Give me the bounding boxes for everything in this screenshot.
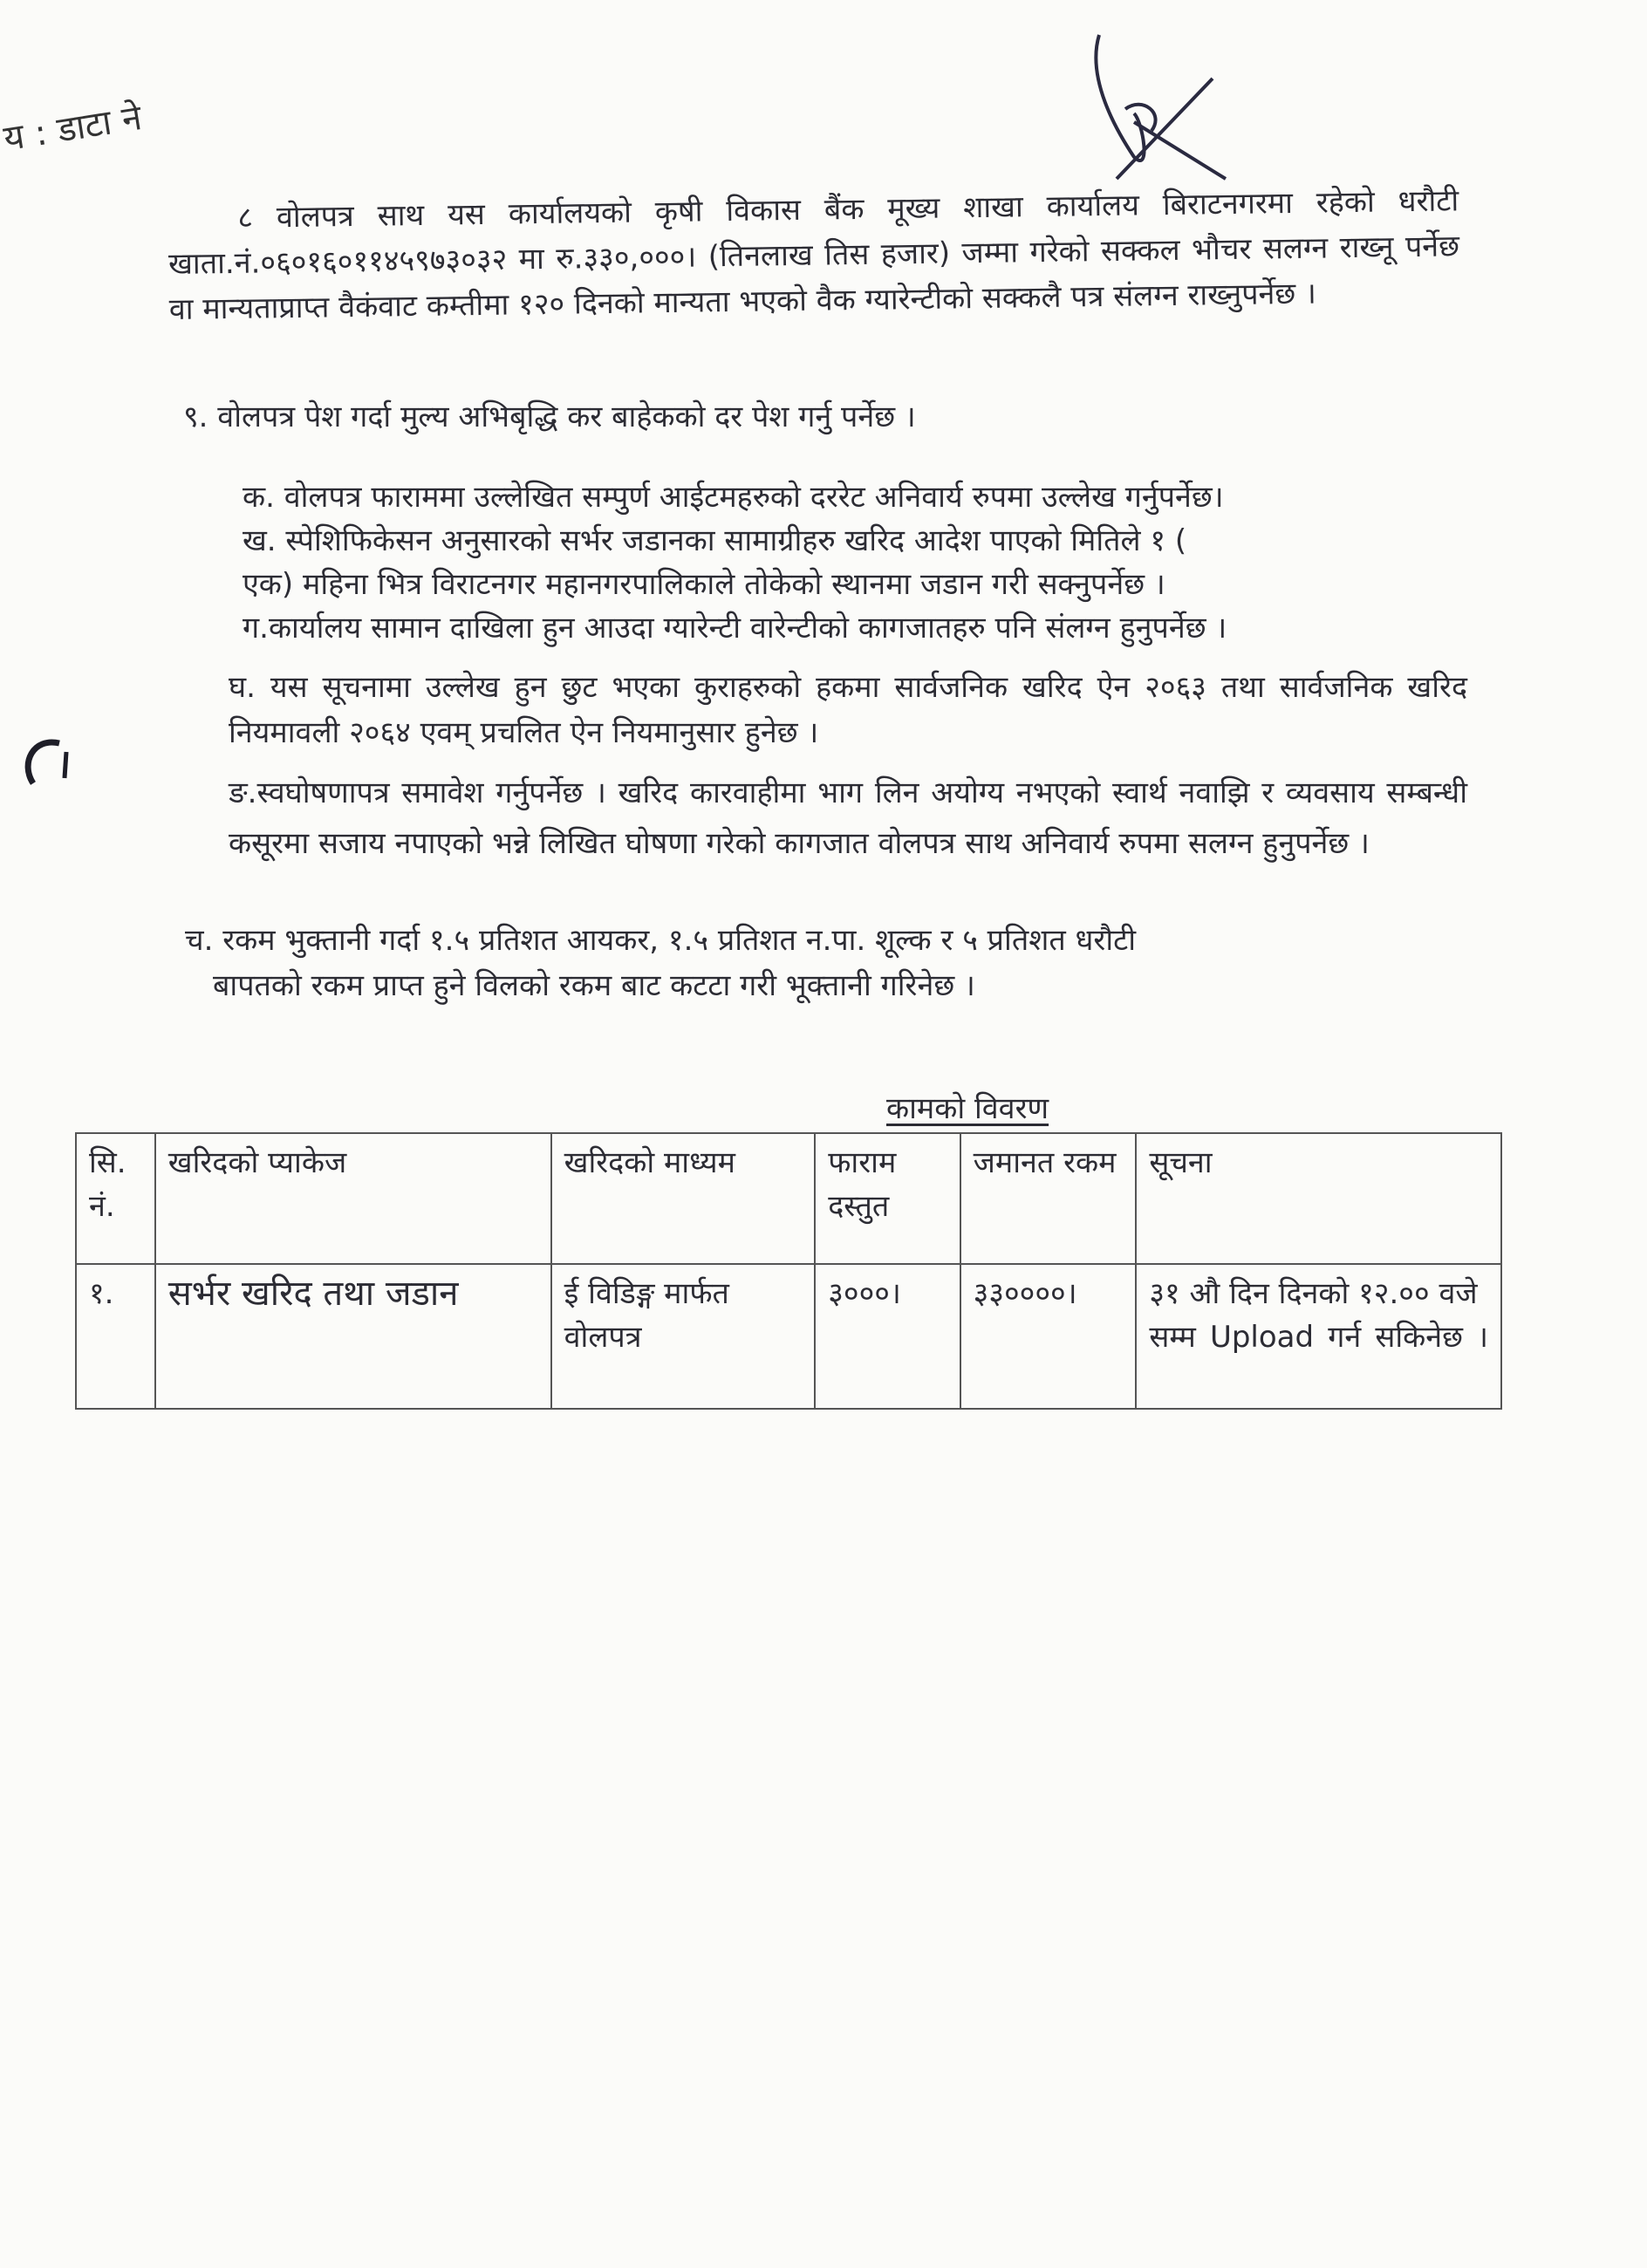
clause-gha: घ. यस सूचनामा उल्लेख हुन छुट भएका कुराहरुको हकमा सार्वजनिक खरिद ऐन २०६३ तथा सार्वजनिक खरिद नियमावली २०६४ एवम् प्रचलित ऐन नियमानुसार हुनेछ । [229, 670, 1467, 750]
cell-security-amount: ३३००००। [960, 1264, 1137, 1409]
header-method: खरिदको माध्यम [551, 1133, 816, 1264]
header-security-amount: जमानत रकम [960, 1133, 1137, 1264]
clause-ga: ग.कार्यालय सामान दाखिला हुन आउदा ग्यारेन्टी वारेन्टीको कागजातहरु पनि संलग्न हुनुपर्नेछ । [243, 611, 1227, 646]
cell-serial: १. [76, 1264, 155, 1409]
clause-ka: क. वोलपत्र फाराममा उल्लेखित सम्पुर्ण आईटमहरुको दररेट अनिवार्य रुपमा उल्लेख गर्नुपर्नेछ। [243, 480, 1224, 515]
header-notice: सूचना [1136, 1133, 1501, 1264]
work-details-table [75, 1132, 1502, 1410]
cell-form-fee: ३०००। [815, 1264, 960, 1409]
cell-package: सर्भर खरिद तथा जडान [155, 1264, 551, 1409]
clause-kha-continued: एक) महिना भित्र विराटनगर महानगरपालिकाले तोकेको स्थानमा जडान गरी सक्नुपर्नेछ । [243, 567, 1165, 602]
cell-notice: ३१ औ दिन दिनको १२.०० वजे सम्म Upload गर्न सकिनेछ । [1136, 1264, 1501, 1409]
clause-cha [185, 918, 1467, 1008]
table-title: कामको विवरण [886, 1091, 1049, 1126]
table-header-row [76, 1133, 1501, 1264]
clause-nga: ङ.स्वघोषणापत्र समावेश गर्नुपर्नेछ । खरिद कारवाहीमा भाग लिन अयोग्य नभएको स्वार्थ नवाझि र व्यवसाय सम्बन्धी कसूरमा सजाय नपाएको भन्ने लिखित घोषणा गरेको कागजात वोलपत्र साथ अनिवार्य रुपमा सलग्न हुनुपर्नेछ । [229, 775, 1467, 861]
header-package: खरिदको प्याकेज [155, 1133, 551, 1264]
handwritten-signature [1082, 26, 1239, 192]
table-row [76, 1264, 1501, 1409]
clause-ka-kha-ga [243, 475, 1464, 650]
clause-kha: ख. स्पेशिफिकेसन अनुसारको सर्भर जडानका सामाग्रीहरु खरिद आदेश पाएको मितिले १ ( [243, 523, 1187, 558]
clause-8: ८ वोलपत्र साथ यस कार्यालयको कृषी विकास बैंक मूख्य शाखा कार्यालय बिराटनगरमा रहेको धरौटी खाता.नं.०६०१६०११४५९७३०३२ मा रु.३३०,०००। (तिनलाख तिस हजार) जम्मा गरेको सक्कल भौचर सलग्न राख्नू पर्नेछ वा मान्यताप्राप्त वैकंवाट कम्तीमा १२० दिनको मान्यता भएको वैक ग्यारेन्टीको सक्कलै पत्र संलग्न राख्नुपर्नेछ । [167, 183, 1460, 327]
margin-punch-mark [16, 733, 77, 794]
header-form-fee: फाराम दस्तुत [815, 1133, 960, 1264]
cell-method: ई विडिङ्ग मार्फत वोलपत्र [551, 1264, 816, 1409]
clause-cha-line2: बापतको रकम प्राप्त हुने विलको रकम बाट कटटा गरी भूक्तानी गरिनेछ । [213, 968, 975, 1003]
header-fragment: य : डाटा ने [1, 97, 145, 160]
clause-9: ९. वोलपत्र पेश गर्दा मुल्य अभिबृद्धि कर बाहेकको दर पेश गर्नु पर्नेछ । [183, 400, 916, 434]
header-serial: सि. नं. [76, 1133, 155, 1264]
clause-cha-line1: च. रकम भुक्तानी गर्दा १.५ प्रतिशत आयकर, १.५ प्रतिशत न.पा. शूल्क र ५ प्रतिशत धरौटी [185, 923, 1137, 958]
